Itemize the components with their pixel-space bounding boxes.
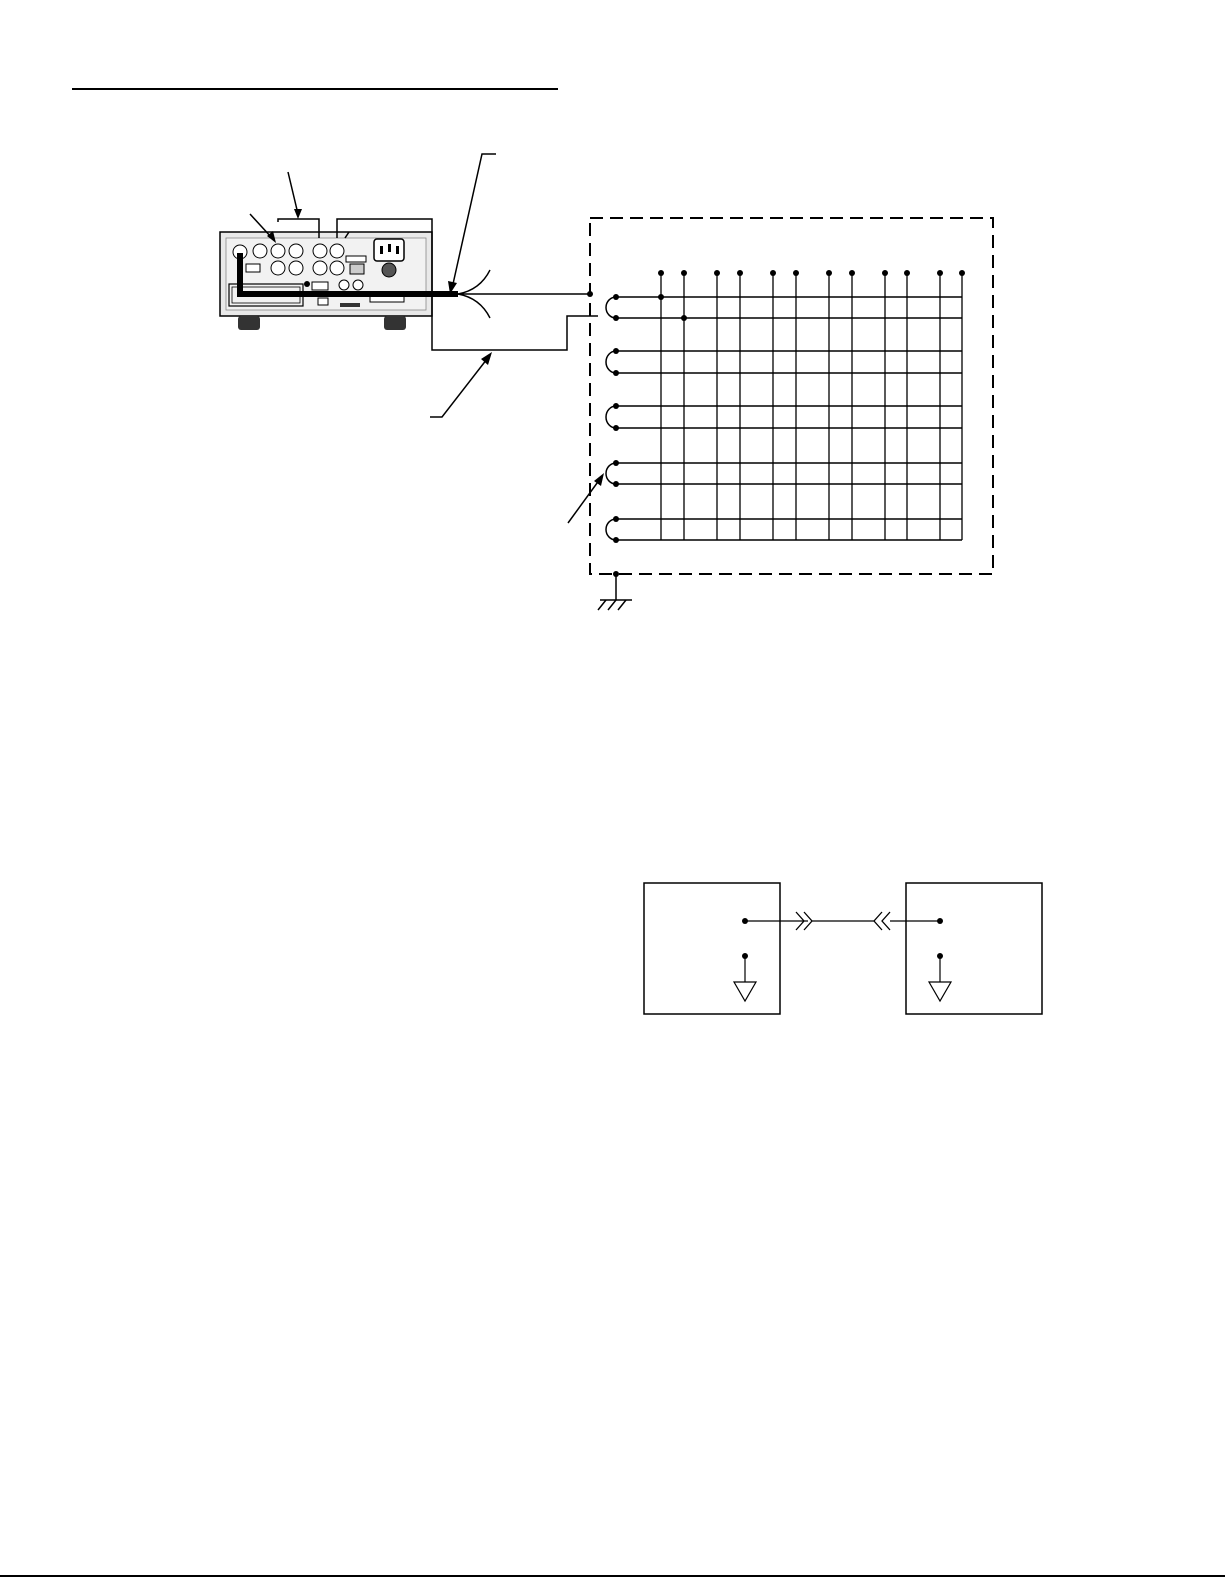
matrix-row-lines: [616, 297, 962, 540]
matrix-column-terminals: [658, 270, 965, 276]
connection-diagram: [220, 154, 993, 610]
instrument-rear-panel: [220, 232, 458, 330]
small-switch: [246, 264, 260, 272]
chassis-ground-symbol: [598, 571, 632, 610]
instrument-foot-right: [384, 316, 406, 330]
power-inlet: [374, 239, 404, 261]
signal-ground-icon: [929, 982, 951, 1001]
signal-ground-icon: [734, 982, 756, 1001]
instrument-foot-left: [238, 316, 260, 330]
switching-matrix: [606, 270, 965, 543]
closed-crosspoint: [681, 315, 687, 321]
source-block: [644, 883, 808, 1014]
closed-crosspoint: [658, 294, 664, 300]
power-switch: [382, 263, 396, 277]
row-pair-loops: [606, 297, 616, 540]
fuse-holder: [346, 256, 366, 262]
dashed-shielded-enclosure: [590, 218, 993, 574]
row-terminals: [613, 294, 619, 543]
cable-with-connectors: [796, 912, 940, 930]
shield-connection-diagram: [644, 883, 1042, 1014]
receiver-block: [906, 883, 1042, 1014]
callout-arrows: [250, 154, 604, 523]
serial-port: [312, 282, 328, 290]
